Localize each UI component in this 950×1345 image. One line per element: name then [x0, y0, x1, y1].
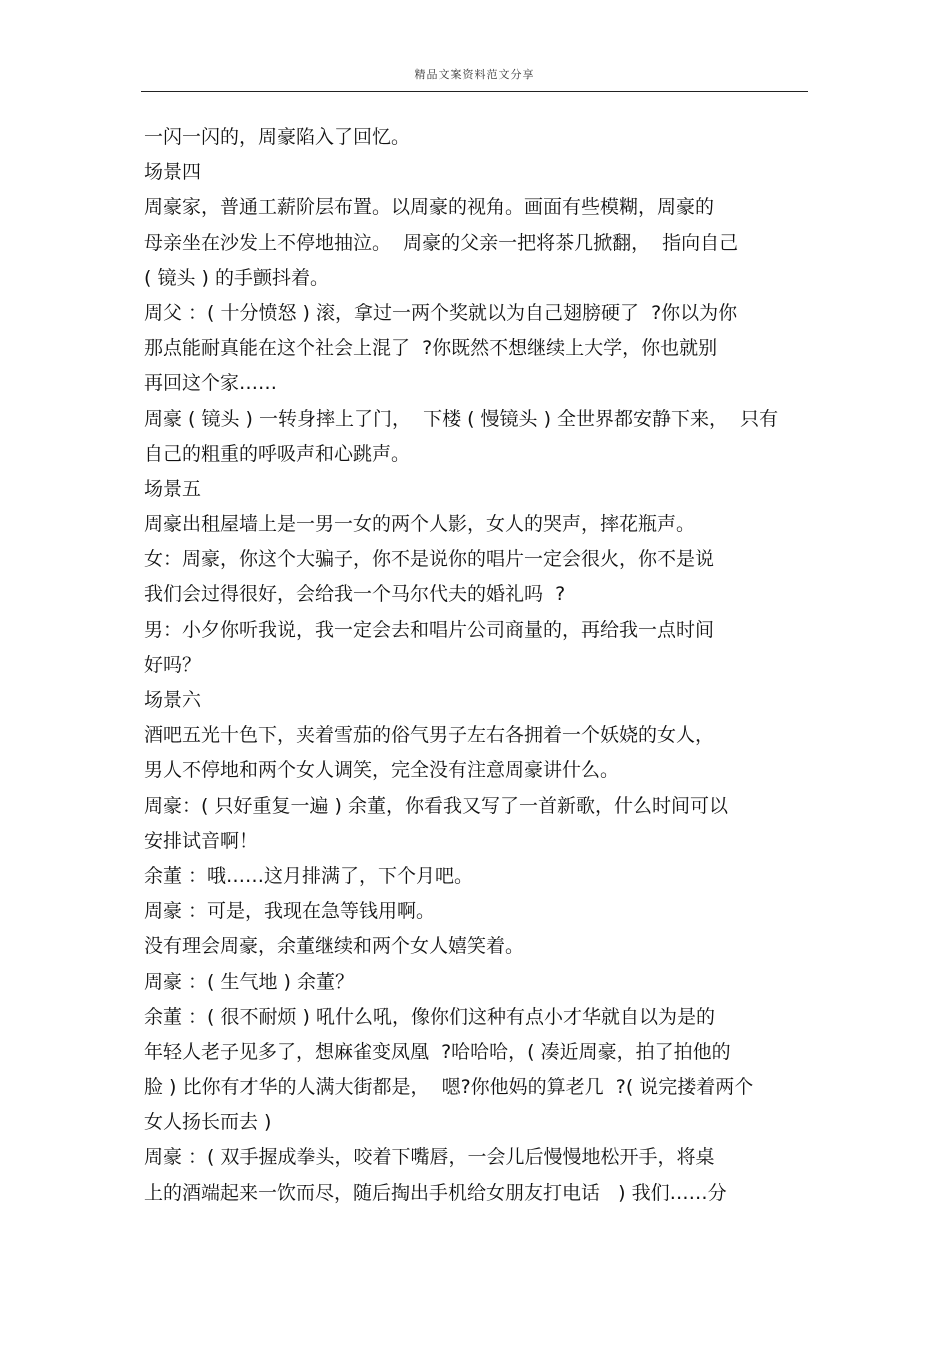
text-line: 我们会过得很好，会给我一个马尔代夫的婚礼吗 ? — [144, 583, 566, 606]
dialogue-line: 余董 ：哦……这月排满了，下个月吧。 — [144, 864, 474, 887]
text-line: 再回这个家…… — [144, 372, 278, 395]
text-line: 周豪 ( 镜头 ) 一转身摔上了门， 下楼 ( 慢镜头 ) 全世界都安静下来， 只有 — [144, 407, 779, 430]
document-body — [144, 120, 810, 1211]
header-divider — [141, 91, 808, 92]
text-line: 上的酒端起来一饮而尽，随后掏出手机给女朋友打电话 ) 我们……分 — [144, 1181, 727, 1204]
text-line: ( 镜头 ) 的手颤抖着。 — [144, 266, 329, 289]
dialogue-line: 周豪 ：( 生气地 ) 余董？ — [144, 970, 354, 993]
text-line: 那点能耐真能在这个社会上混了 ?你既然不想继续上大学，你也就别 — [144, 337, 718, 360]
text-line: 没有理会周豪，余董继续和两个女人嬉笑着。 — [144, 935, 525, 958]
text-line: 安排试音啊！ — [144, 829, 259, 852]
dialogue-line: 周豪 ：( 双手握成拳头，咬着下嘴唇，一会儿后慢慢地松开手，将桌 — [144, 1146, 715, 1169]
scene-heading: 场景六 — [144, 689, 202, 711]
dialogue-line: 余董 ：( 很不耐烦 ) 吼什么吼，像你们这种有点小才华就自以为是的 — [144, 1005, 715, 1028]
scene-heading: 场景五 — [144, 477, 202, 500]
text-line: 女人扬长而去 ) — [144, 1111, 272, 1134]
text-line: 母亲坐在沙发上不停地抽泣。 周豪的父亲一把将茶几掀翻， 指向自己 — [144, 231, 739, 254]
dialogue-line: 男：小夕你听我说，我一定会去和唱片公司商量的，再给我一点时间 — [144, 618, 715, 641]
text-line: 周豪出租屋墙上是一男一女的两个人影，女人的哭声，摔花瓶声。 — [144, 513, 696, 536]
text-line: 好吗？ — [144, 653, 202, 676]
dialogue-line: 女：周豪，你这个大骗子，你不是说你的唱片一定会很火，你不是说 — [144, 548, 715, 571]
text-line: 自己的粗重的呼吸声和心跳声。 — [144, 442, 411, 465]
text-line: 一闪一闪的，周豪陷入了回忆。 — [144, 126, 411, 148]
text-line: 男人不停地和两个女人调笑，完全没有注意周豪讲什么。 — [144, 759, 620, 782]
dialogue-line: 周豪 ：可是，我现在急等钱用啊。 — [144, 900, 436, 923]
dialogue-line: 周父 ：( 十分愤怒 ) 滚，拿过一两个奖就以为自己翅膀硬了 ?你以为你 — [144, 301, 738, 324]
text-line: 酒吧五光十色下，夹着雪茄的俗气男子左右各拥着一个妖娆的女人， — [144, 724, 715, 747]
page-header: 精品文案资料范文分享 — [414, 68, 535, 81]
text-line: 年轻人老子见多了，想麻雀变凤凰 ?哈哈哈，( 凑近周豪，拍了拍他的 — [144, 1040, 731, 1063]
text-line: 脸 ) 比你有才华的人满大街都是， 嗯?你他妈的算老几 ?( 说完搂着两个 — [144, 1076, 754, 1099]
scene-heading: 场景四 — [144, 161, 202, 184]
text-line: 周豪家，普通工薪阶层布置。以周豪的视角。画面有些模糊，周豪的 — [144, 196, 715, 219]
dialogue-line: 周豪：( 只好重复一遍 ) 余董，你看我又写了一首新歌，什么时间可以 — [144, 794, 728, 817]
